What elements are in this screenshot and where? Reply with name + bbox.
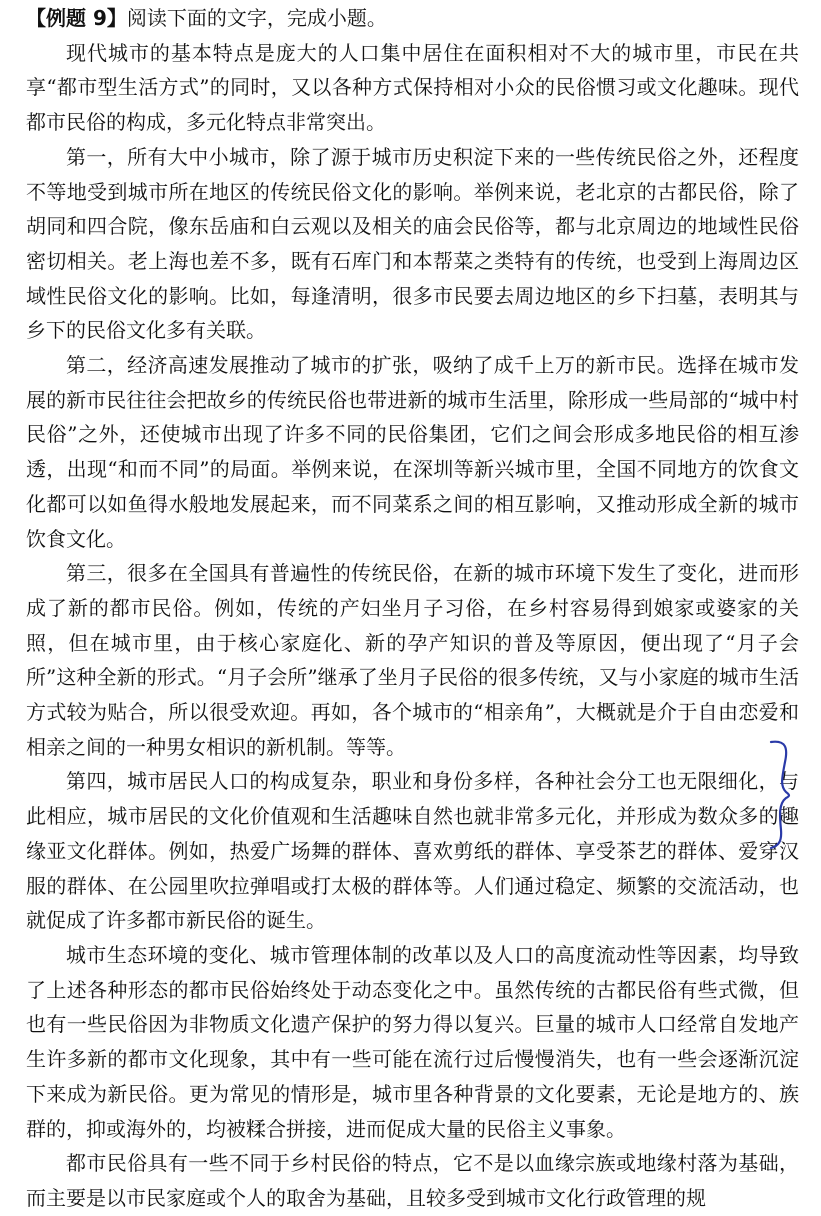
brace-mark <box>771 742 789 848</box>
paragraph-point-1: 第一，所有大中小城市，除了源于城市历史积淀下来的一些传统民俗之外，还程度不等地受到城市所在地区的传统民俗文化的影响。举例来说，老北京的古都民俗，除了胡同和四合院，像东岳庙和白云观以及相关的庙会民俗等，都与北京周边的地域性民俗密切相关。老上海也差不多，既有石库门和本帮菜之类特有的传统，也受到上海周边区域性民俗文化的影响。比如，每逢清明，很多市民要去周边地区的乡下扫墓，表明其与乡下的民俗文化多有关联。 <box>26 144 799 343</box>
question-instruction: 阅读下面的文字，完成小题。 <box>126 6 387 30</box>
paragraph-point-2: 第二，经济高速发展推动了城市的扩张，吸纳了成千上万的新市民。选择在城市发展的新市民往往会把故乡的传统民俗也带进新的城市生活里，除形成一些局部的“城中村民俗”之外，还使城市出现了许多不同的民俗集团，它们之间会形成多地民俗的相互渗透，出现“和而不同”的局面。举例来说，在深圳等新兴城市里，全国不同地方的饮食文化都可以如鱼得水般地发展起来，而不同菜系之间的相互影响，又推动形成全新的城市饮食文化。 <box>26 353 799 551</box>
handwritten-brace-annotation <box>768 738 808 850</box>
paragraph-dynamics: 城市生态环境的变化、城市管理体制的改革以及人口的高度流动性等因素，均导致了上述各种形态的都市民俗始终处于动态变化之中。虽然传统的古都民俗有些式微，但也有一些民俗因为非物质文化遗产保护的努力得以复兴。巨量的城市人口经常自发地产生许多新的都市文化现象，其中有一些可能在流行过后慢慢消失，也有一些会逐渐沉淀下来成为新民俗。更为常见的情形是，城市里各种背景的文化要素，无论是地方的、族群的，抑或海外的，均被糅合拼接，进而促成大量的民俗主义事象。 <box>26 942 799 1141</box>
paragraph-point-3: 第三，很多在全国具有普遍性的传统民俗，在新的城市环境下发生了变化，进而形成了新的都市民俗。例如，传统的产妇坐月子习俗，在乡村容易得到娘家或婆家的关照，但在城市里，由于核心家庭化、新的孕产知识的普及等原因，便出现了“月子会所”这种全新的形式。“月子会所”继承了坐月子民俗的很多传统，又与小家庭的城市生活方式较为贴合，所以很受欢迎。再如，各个城市的“相亲角”，大概就是介于自由恋爱和相亲之间的一种男女相识的新机制。等等。 <box>26 561 799 759</box>
paragraph-intro: 现代城市的基本特点是庞大的人口集中居住在面积相对不大的城市里，市民在共享“都市型生活方式”的同时，又以各种方式保持相对小众的民俗惯习或文化趣味。现代都市民俗的构成，多元化特点非常突出。 <box>26 40 799 135</box>
paragraph-point-4: 第四，城市居民人口的构成复杂，职业和身份多样，各种社会分工也无限细化，与此相应，城市居民的文化价值观和生活趣味自然也就非常多元化，并形成为数众多的趣缘亚文化群体。例如，热爱广场舞的群体、喜欢剪纸的群体、享受茶艺的群体、爱穿汉服的群体、在公园里吹拉弹唱或打太极的群体等。人们通过稳定、频繁的交流活动，也就促成了许多都市新民俗的诞生。 <box>26 769 799 933</box>
question-label: 【例题 9】 <box>26 6 127 30</box>
paragraph-features: 都市民俗具有一些不同于乡村民俗的特点，它不是以血缘宗族或地缘村落为基础，而主要是以市民家庭或个人的取舍为基础，且较多受到城市文化行政管理的规 <box>26 1151 799 1210</box>
question-header <box>26 1 799 36</box>
